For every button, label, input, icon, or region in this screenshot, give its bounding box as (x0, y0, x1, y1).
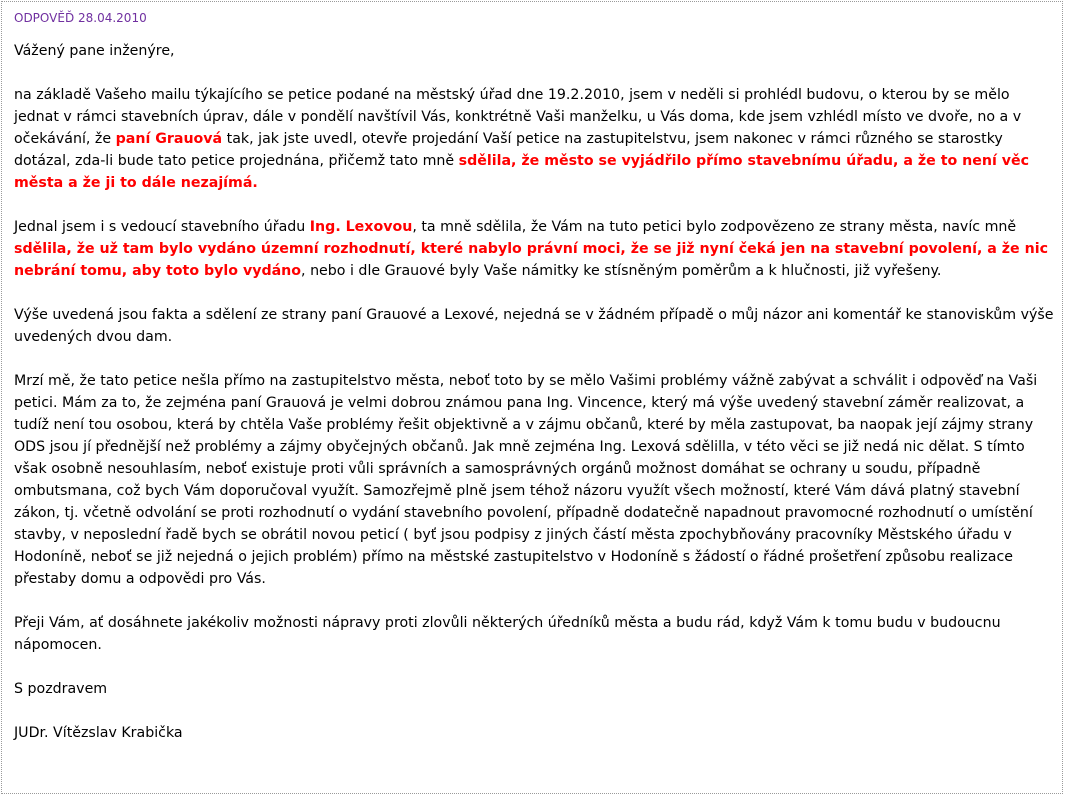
paragraph-1-highlight-1: paní Grauová (115, 131, 223, 147)
paragraph-2-highlight-2: sdělila, že už tam bylo vydáno územní rozhodnutí, které nabylo právní moci, že se již nyní čeká jen na stavební povolení, a že nic nebrání tomu, aby toto bylo vydáno (14, 241, 1048, 279)
paragraph-2-text-3: , nebo i dle Grauové byly Vaše námitky ke stísněným poměrům a k hlučnosti, již vyřešeny. (301, 263, 942, 279)
salutation: Vážený pane inženýre, (14, 43, 175, 59)
paragraph-3: Výše uvedená jsou fakta a sdělení ze strany paní Grauové a Lexové, nejedná se v žádném případě o můj názor ani komentář ke stanoviskům výše uvedených dvou dam. (14, 307, 1054, 345)
paragraph-4: Mrzí mě, že tato petice nešla přímo na zastupitelstvo města, neboť toto by se mělo Vašimi problémy vážně zabývat a schválit i odpověď na Vaši petici. Mám za to, že zejména paní Grauová je velmi dobrou známou pana Ing. Vincence, který má výše uvedený stavební záměr realizovat, a tudíž není tou osobou, která by chtěla Vaše problémy řešit objektivně a v zájmu občanů, které by měla zastupovat, ba naopak její zájmy strany ODS jsou jí přednější než problémy a zájmy obyčejných občanů. Jak mně zejména Ing. Lexová sdělilla, v této věci se již nedá nic dělat. S tímto však osobně nesouhlasím, neboť existuje proti vůli správních a samosprávných orgánů možnost domáhat se ochrany u soudu, případně ombutsmana, což bych Vám doporučoval využít. Samozřejmě plně jsem téhož názoru využít všech možností, které Vám dává platný stavební zákon, tj. včetně odvolání se proti rozhodnutí o vydání stavebního povolení, případně dodatečně napadnout pravomocné rozhodnutí o umístění stavby, v neposlední řadě bych se obrátil novou peticí ( byť jsou podpisy z jiných částí města zpochybňovány pracovníky Městského úřadu v Hodoníně, neboť se již nejedná o jejich problém) přímo na městské zastupitelstvo v Hodoníně s žádostí o řádné prošetření způsobu realizace přestaby domu a odpovědi pro Vás. (14, 373, 1038, 587)
paragraph-2 (14, 216, 1054, 282)
paragraph-1-text-2: tak, jak jste uvedl, otevře projedání Vaší petice na zastupitelstvu, jsem nakonec v rámci různého se starostky dotázal, zda-li bude tato petice projednána, přičemž tato mně (14, 131, 1003, 169)
paragraph-1 (14, 84, 1054, 194)
signature: JUDr. Vítězslav Krabička (14, 725, 183, 741)
paragraph-2-highlight-1: Ing. Lexovou (309, 219, 413, 235)
paragraph-1-text-1: na základě Vašeho mailu týkajícího se petice podané na městský úřad dne 19.2.2010, jsem v neděli si prohlédl budovu, o kterou by se mělo jednat v rámci stavebních úprav, dále v pondělí navštívil Vás, konktrétně Vaši manželku, u Vás doma, kde jsem vzhlédl místo ve dvoře, no a v očekávání, že (14, 87, 1022, 147)
closing: S pozdravem (14, 681, 108, 697)
reply-date-header: ODPOVĚĎ 28.04.2010 (14, 11, 147, 25)
paragraph-5: Přeji Vám, ať dosáhnete jakékoliv možnosti nápravy proti zlovůli některých úředníků města a budu rád, když Vám k tomu budu v budoucnu nápomocen. (14, 615, 1001, 653)
letter-body (14, 8, 1054, 766)
paragraph-2-text-2: , ta mně sdělila, že Vám na tuto petici bylo zodpovězeno ze strany města, navíc mně (412, 219, 1017, 235)
paragraph-1-highlight-2: sdělila, že město se vyjádřilo přímo stavebnímu úřadu, a že to není věc města a že ji to dále nezajímá. (14, 153, 1030, 191)
paragraph-2-text-1: Jednal jsem i s vedoucí stavebního úřadu (14, 219, 310, 235)
letter-page (1, 1, 1063, 794)
